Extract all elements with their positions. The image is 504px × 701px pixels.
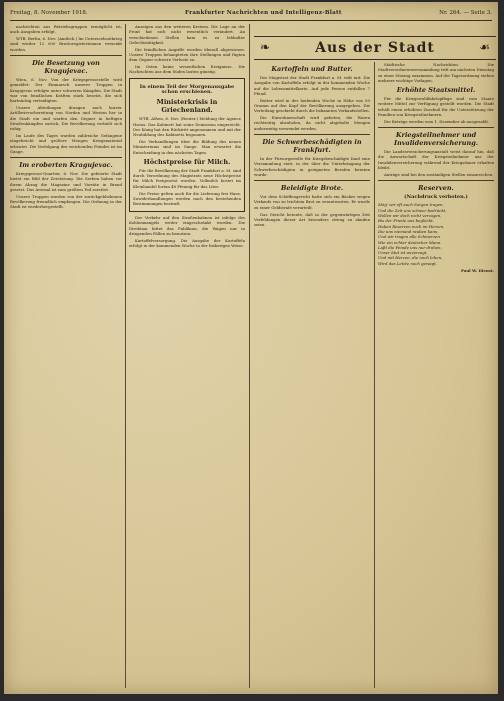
divider xyxy=(254,180,370,181)
poem-line: Die uns niemand rauben kann, xyxy=(378,228,439,234)
column-3 xyxy=(254,62,370,688)
poem-title: Reserven. xyxy=(418,184,454,193)
col2-paragraph: Anzeigen aus den weiteren Kreisen. Die Lage an der Front hat sich nicht wesentlich verändert. An verschiedenen Stellen kam es zu lebhafter Gefechtstätigkeit. xyxy=(129,24,245,45)
col4-heading-1: Erhöhte Staatsmittel. xyxy=(396,86,476,95)
bulletin-paragraph: WTB. Athen, 6. Nov. (Reuter.) Meldung der Agence Havas: Das Kabinett hat seine Demission eingereicht. Der König hat den Rücktritt angenommen und mit der Neubildung des Kabinetts begonnen. xyxy=(133,116,241,138)
poem-line: Und wir tragen alle Schmerzen xyxy=(378,234,440,240)
column-2 xyxy=(129,24,245,688)
page-header xyxy=(10,6,492,21)
col4-paragraph: Für die Kriegswohlfahrtspflege sind vom Staate weitere Mittel zur Verfügung gestellt worden. Die Stadt erhält einen erhöhten Zuschuß für die Unterstützung der Familien von Kriegsteilnehmern. xyxy=(378,96,494,118)
col1-paragraph: Im Laufe des Tages wurden zahlreiche Gefangene eingebracht und größere Mengen Kriegsmaterial erbeutet. Die Verfolgung des weichenden Feindes ist im Gange. xyxy=(10,132,122,154)
column-rule xyxy=(125,24,126,688)
col4-paragraph: Die Beträge werden vom 1. Dezember ab ausgezahlt. xyxy=(384,118,490,124)
col4-paragraph: Städtische Nachrichten. Die Stadtverordnetenversammlung tritt am nächsten Dienstag zu einer Sitzung zusammen. Auf der Tagesordnung stehen mehrere wichtige Vorlagen. xyxy=(378,62,494,83)
header-date: Freitag, 8. November 1918. xyxy=(10,10,88,16)
ornament-icon: ☙ xyxy=(479,40,490,54)
section-title: Aus der Stadt xyxy=(315,40,435,56)
col1-paragraph: Kriegspresse-Quartier, 6. Nov. Die gefeierte Stadt bietet ein Bild der Zerstörung. Die Serben haben vor ihrem Abzug die Magazine und Vorräte in Brand gesetzt. Das Arsenal ist zum größten Teil zerstört. xyxy=(10,171,122,193)
column-1 xyxy=(10,24,122,688)
col4-paragraph: Die Landesversicherungsanstalt weist darauf hin, daß die Anwartschaft der Kriegsteilnehmer aus der Invalidenversicherung während der Kriegsdauer erhalten bleibt. xyxy=(378,149,494,171)
header-page-number: Nr. 264. — Seite 3. xyxy=(439,10,492,16)
col3-paragraph: Die Einwohnerschaft wird gebeten, die Waren rechtzeitig abzuholen, da nicht abgeholte Mengen anderweitig verwendet werden. xyxy=(254,115,370,131)
header-paper-name: Frankfurter Nachrichten und Intelligenz-Blatt xyxy=(185,10,342,16)
divider xyxy=(378,180,494,181)
newspaper-page xyxy=(4,2,498,694)
poem-line: Wie ein echter deutscher Mann. xyxy=(378,239,442,245)
bulletin-box xyxy=(129,78,245,212)
bulletin-intro: In einem Teil der Morgenausgabe schon erschienen. xyxy=(139,83,235,95)
col1-paragraph: Unsere Abteilungen drangen nach kurzer Artillerievorbereitung von Norden und Westen her in die Stadt ein und warfen den Gegner in heftigen Straßenkämpfen zurück. Die Bevölkerung verhielt sich ruhig. xyxy=(10,104,122,132)
poem-line: Unser Mut ist unverzagt, xyxy=(378,250,428,256)
poem-signature: Paul W. Dienst. xyxy=(461,268,494,274)
bulletin-paragraph: Die Preise gelten auch für die Lieferung frei Haus. Zuwiderhandlungen werden nach den bestehenden Bestimmungen bestraft. xyxy=(133,190,241,207)
divider xyxy=(10,55,122,56)
col2-paragraph: Im Osten keine wesentlichen Ereignisse. Die Nachrichten aus dem Süden lauten günstig. xyxy=(129,64,245,75)
col3-paragraph: In der Fürsorgestelle für Kriegsbeschädigte fand eine Versammlung statt, in der über die Unterbringung der Schwerbeschädigten in geeigneten Berufen beraten wurde. xyxy=(254,155,370,177)
col4-heading-2: Kriegsteilnehmer und Invalidenversicherung. xyxy=(393,131,479,148)
col3-paragraph: Vor dem Schöffengericht hatte sich ein Bäcker wegen Verkaufs von zu leichtem Brot zu verantworten. Er wurde zu einer Geldstrafe verurteilt. xyxy=(254,194,370,210)
col4-paragraph: Anträge sind bei den zuständigen Stellen einzureichen. xyxy=(384,171,494,177)
ornament-icon: ❧ xyxy=(260,40,271,54)
col3-heading-2: Die Schwerbeschädigten in Frankfurt. xyxy=(262,137,362,154)
col2-paragraph: Der Verkehr auf den Straßenbahnen ist infolge des Kohlenmangels weiter eingeschränkt worden. Die Direktion bittet das Publikum, die Wagen nur in dringenden Fällen zu benutzen. xyxy=(129,214,245,236)
col3-heading-3: Beleidigte Brote. xyxy=(280,184,344,193)
divider xyxy=(378,127,494,128)
divider xyxy=(254,134,370,135)
col3-paragraph: Der Magistrat der Stadt Frankfurt a. M. teilt mit: Die Ausgabe von Kartoffeln erfolgt in der kommenden Woche auf die Lebensmittelkarte. Auf jede Person entfallen 7 Pfund. xyxy=(254,75,370,96)
col3-heading-1: Kartoffeln und Butter. xyxy=(271,65,353,73)
col3-paragraph: Butter wird in der laufenden Woche in Höhe von 50 Gramm auf den Kopf der Bevölkerung ausgegeben. Die Verteilung geschieht durch die bekannten Verkaufsstellen. xyxy=(254,97,370,114)
poem-line: Wird das Letzte noch gewagt. xyxy=(378,260,437,266)
col1-paragraph: nachrichten aus Betriebsgruppen ermöglicht ist, auch Ausgaben erfolgt. xyxy=(10,24,122,35)
col2-paragraph: Die feindlichen Angriffe wurden überall abgewiesen. Unsere Truppen behaupteten ihre Stellungen und fügten dem Gegner schwere Verluste zu. xyxy=(129,46,245,63)
col1-paragraph: Unsere Truppen wurden von der zurückgebliebenen Bevölkerung freundlich empfangen. Die Ordnung in der Stadt ist wiederhergestellt. xyxy=(10,193,122,210)
poem-line: Haben Reserven noch im Herzen, xyxy=(378,223,445,229)
poem-line: Bis der Friede uns beglückt. xyxy=(378,218,434,224)
col1-paragraph: WTB. Berlin, 6. Nov. (Amtlich.) Im Unterseebootkrieg sind wieder 12 000 Bruttoregistertonnen versenkt worden. xyxy=(10,36,122,52)
col3-paragraph: Das Gericht betonte, daß in der gegenwärtigen Zeit Verfehlungen dieser Art besonders streng zu ahnden seien. xyxy=(254,211,370,228)
column-rule xyxy=(249,24,250,688)
column-rule xyxy=(374,62,375,688)
poem-body xyxy=(378,202,494,266)
bulletin-paragraph: Für die Bevölkerung der Stadt Frankfurt a. M. sind durch Verordnung des Magistrats neue Höchstpreise für Milch festgesetzt worden. Vollmilch kostet im Kleinhandel fortan 48 Pfennig für das Liter. xyxy=(133,167,241,189)
bulletin-heading: Ministerkrisis in Griechenland. xyxy=(156,98,218,115)
col1-paragraph: Wien, 6. Nov. Von der Kriegspressestelle wird gemeldet: Der Einmarsch unserer Truppen in Kragujevac erfolgte unter schweren Kämpfen. Die Stadt war von feindlichen Kräften stark besetzt, die sich hartnäckig verteidigten. xyxy=(10,76,122,104)
divider xyxy=(10,157,122,158)
col2-paragraph: Kartoffelversorgung. Die Ausgabe der Kartoffeln erfolgt in der kommenden Woche in der bisherigen Weise. xyxy=(129,237,245,248)
poem-line: Und mit Herzen, die noch lohen, xyxy=(378,255,443,261)
poem-line: Und die Zeit uns schwer bedrückt, xyxy=(378,207,447,213)
poem-line: Laßt die Feinde uns nur drohen, xyxy=(378,244,442,250)
poem-line: Wollen wir doch nicht verzagen, xyxy=(378,213,442,219)
col1-heading-2: Im eroberten Kragujevac. xyxy=(19,161,113,170)
section-banner xyxy=(254,36,496,60)
col2-heading-2: Höchstpreise für Milch. xyxy=(143,157,231,166)
poem-subtitle: (Nachdruck verboten.) xyxy=(404,194,468,201)
poem-line: Mög' wir oft auch Sorgen tragen, xyxy=(378,202,444,208)
col1-heading-1: Die Besetzung von Kragujevac. xyxy=(32,58,100,75)
bulletin-paragraph: Die Verhandlungen über die Bildung des neuen Ministeriums sind im Gange. Man erwartet die Entscheidung in den nächsten Tagen. xyxy=(133,138,241,155)
column-4 xyxy=(378,62,494,688)
